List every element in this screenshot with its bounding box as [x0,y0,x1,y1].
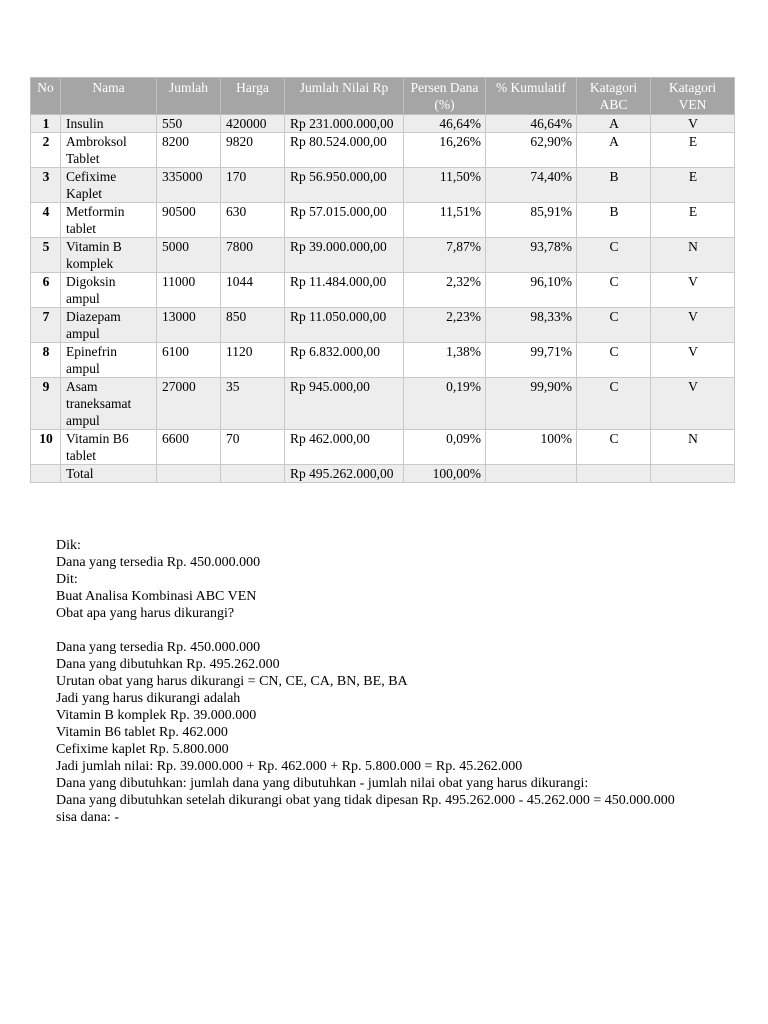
cell-persen: 16,26% [404,133,486,168]
cell-abc: C [577,238,651,273]
cell-kumulatif: 85,91% [486,203,577,238]
question-analysis: Buat Analisa Kombinasi ABC VEN [56,589,257,604]
dik-label: Dik: [56,538,81,553]
cell-nama: Digoksin ampul [61,273,157,308]
cell-nilai: Rp 11.050.000,00 [285,308,404,343]
cell-no: 7 [31,308,61,343]
header-harga: Harga [221,78,285,115]
cell-persen: 11,51% [404,203,486,238]
cell-no: 1 [31,115,61,133]
cell-nama: Diazepam ampul [61,308,157,343]
cell-harga: 9820 [221,133,285,168]
cell-harga: 70 [221,430,285,465]
cell-no: 10 [31,430,61,465]
analysis-notes [56,537,756,826]
table-row [31,115,735,133]
cell-harga: 7800 [221,238,285,273]
spacer [56,622,756,639]
cell-abc: C [577,378,651,430]
cell-nilai: Rp 11.484.000,00 [285,273,404,308]
question-reduce: Obat apa yang harus dikurangi? [56,606,235,621]
cell-nama: Vitamin B komplek [61,238,157,273]
cell-abc: C [577,273,651,308]
cell-nilai: Rp 57.015.000,00 [285,203,404,238]
cell-persen: 11,50% [404,168,486,203]
cell-kumulatif: 46,64% [486,115,577,133]
cell-kumulatif: 99,71% [486,343,577,378]
cell-abc: C [577,308,651,343]
cell-ven [651,465,735,483]
abc-ven-table [30,77,735,483]
cell-no: 2 [31,133,61,168]
cell-persen: 46,64% [404,115,486,133]
cell-jumlah: 6100 [157,343,221,378]
cell-ven: E [651,168,735,203]
cell-nilai: Rp 39.000.000,00 [285,238,404,273]
table-row [31,133,735,168]
formula-description: Dana yang dibutuhkan: jumlah dana yang dibutuhkan - jumlah nilai obat yang harus dikurangi: [56,776,589,791]
cell-nama: Asam traneksamat ampul [61,378,157,430]
cell-jumlah: 27000 [157,378,221,430]
cell-abc: C [577,343,651,378]
cell-jumlah: 90500 [157,203,221,238]
cell-nama: Ambroksol Tablet [61,133,157,168]
cell-ven: V [651,343,735,378]
cell-ven: E [651,133,735,168]
cell-nama: Metformin tablet [61,203,157,238]
reduction-item: Vitamin B6 tablet Rp. 462.000 [56,725,228,740]
cell-jumlah: 13000 [157,308,221,343]
dana-tersedia-given: Dana yang tersedia Rp. 450.000.000 [56,555,261,570]
dana-tersedia: Dana yang tersedia Rp. 450.000.000 [56,640,261,655]
cell-nilai: Rp 231.000.000,00 [285,115,404,133]
cell-ven: V [651,378,735,430]
table-row [31,378,735,430]
cell-persen: 7,87% [404,238,486,273]
cell-persen: 1,38% [404,343,486,378]
cell-harga: 420000 [221,115,285,133]
remaining-funds: sisa dana: - [56,810,119,825]
cell-jumlah: 6600 [157,430,221,465]
header-kategori-abc: Katagori ABC [577,78,651,115]
table-row [31,168,735,203]
table-row [31,238,735,273]
cell-nilai: Rp 6.832.000,00 [285,343,404,378]
cell-harga: 1120 [221,343,285,378]
table-row [31,273,735,308]
header-persen-dana: Persen Dana (%) [404,78,486,115]
cell-nilai: Rp 462.000,00 [285,430,404,465]
cell-nilai: Rp 945.000,00 [285,378,404,430]
final-calculation: Dana yang dibutuhkan setelah dikurangi obat yang tidak dipesan Rp. 495.262.000 - 45.262.000 = 450.000.000 [56,793,675,808]
header-no: No [31,78,61,115]
cell-nilai: Rp 80.524.000,00 [285,133,404,168]
cell-total-nilai: Rp 495.262.000,00 [285,465,404,483]
cell-ven: V [651,308,735,343]
cell-no [31,465,61,483]
cell-no: 5 [31,238,61,273]
cell-abc: C [577,430,651,465]
cell-kumulatif: 98,33% [486,308,577,343]
cell-no: 6 [31,273,61,308]
cell-ven: N [651,238,735,273]
cell-kumulatif: 93,78% [486,238,577,273]
cell-nama: Epinefrin ampul [61,343,157,378]
cell-abc: B [577,168,651,203]
table-row [31,308,735,343]
cell-jumlah: 8200 [157,133,221,168]
cell-no: 8 [31,343,61,378]
cell-nama: Insulin [61,115,157,133]
header-kategori-ven: Katagori VEN [651,78,735,115]
cell-total-label: Total [61,465,157,483]
cell-harga: 630 [221,203,285,238]
reduction-total: Jadi jumlah nilai: Rp. 39.000.000 + Rp. 462.000 + Rp. 5.800.000 = Rp. 45.262.000 [56,759,523,774]
cell-harga [221,465,285,483]
cell-abc: A [577,115,651,133]
cell-abc [577,465,651,483]
cell-jumlah [157,465,221,483]
cell-kumulatif: 62,90% [486,133,577,168]
cell-harga: 850 [221,308,285,343]
reduction-item: Cefixime kaplet Rp. 5.800.000 [56,742,229,757]
cell-ven: V [651,115,735,133]
table-header-row [31,78,735,115]
table-total-row [31,465,735,483]
table-row [31,203,735,238]
cell-no: 9 [31,378,61,430]
dit-label: Dit: [56,572,78,587]
cell-nama: Vitamin B6 tablet [61,430,157,465]
cell-persen: 2,32% [404,273,486,308]
reduction-item: Vitamin B komplek Rp. 39.000.000 [56,708,257,723]
header-jumlah: Jumlah [157,78,221,115]
cell-persen: 0,09% [404,430,486,465]
cell-harga: 1044 [221,273,285,308]
reduction-intro: Jadi yang harus dikurangi adalah [56,691,241,706]
header-nama: Nama [61,78,157,115]
cell-abc: B [577,203,651,238]
cell-jumlah: 550 [157,115,221,133]
cell-ven: E [651,203,735,238]
cell-nama: Cefixime Kaplet [61,168,157,203]
dana-dibutuhkan: Dana yang dibutuhkan Rp. 495.262.000 [56,657,280,672]
table-row [31,343,735,378]
cell-total-persen: 100,00% [404,465,486,483]
cell-kumulatif: 74,40% [486,168,577,203]
cell-persen: 0,19% [404,378,486,430]
header-jumlah-nilai: Jumlah Nilai Rp [285,78,404,115]
cell-jumlah: 11000 [157,273,221,308]
cell-kumulatif: 100% [486,430,577,465]
cell-kumulatif: 99,90% [486,378,577,430]
header-kumulatif: % Kumulatif [486,78,577,115]
cell-persen: 2,23% [404,308,486,343]
cell-ven: V [651,273,735,308]
cell-kumulatif [486,465,577,483]
cell-abc: A [577,133,651,168]
cell-harga: 170 [221,168,285,203]
cell-kumulatif: 96,10% [486,273,577,308]
cell-harga: 35 [221,378,285,430]
cell-nilai: Rp 56.950.000,00 [285,168,404,203]
table-row [31,430,735,465]
cell-jumlah: 5000 [157,238,221,273]
reduction-order: Urutan obat yang harus dikurangi = CN, CE, CA, BN, BE, BA [56,674,408,689]
cell-no: 3 [31,168,61,203]
cell-no: 4 [31,203,61,238]
cell-jumlah: 335000 [157,168,221,203]
cell-ven: N [651,430,735,465]
